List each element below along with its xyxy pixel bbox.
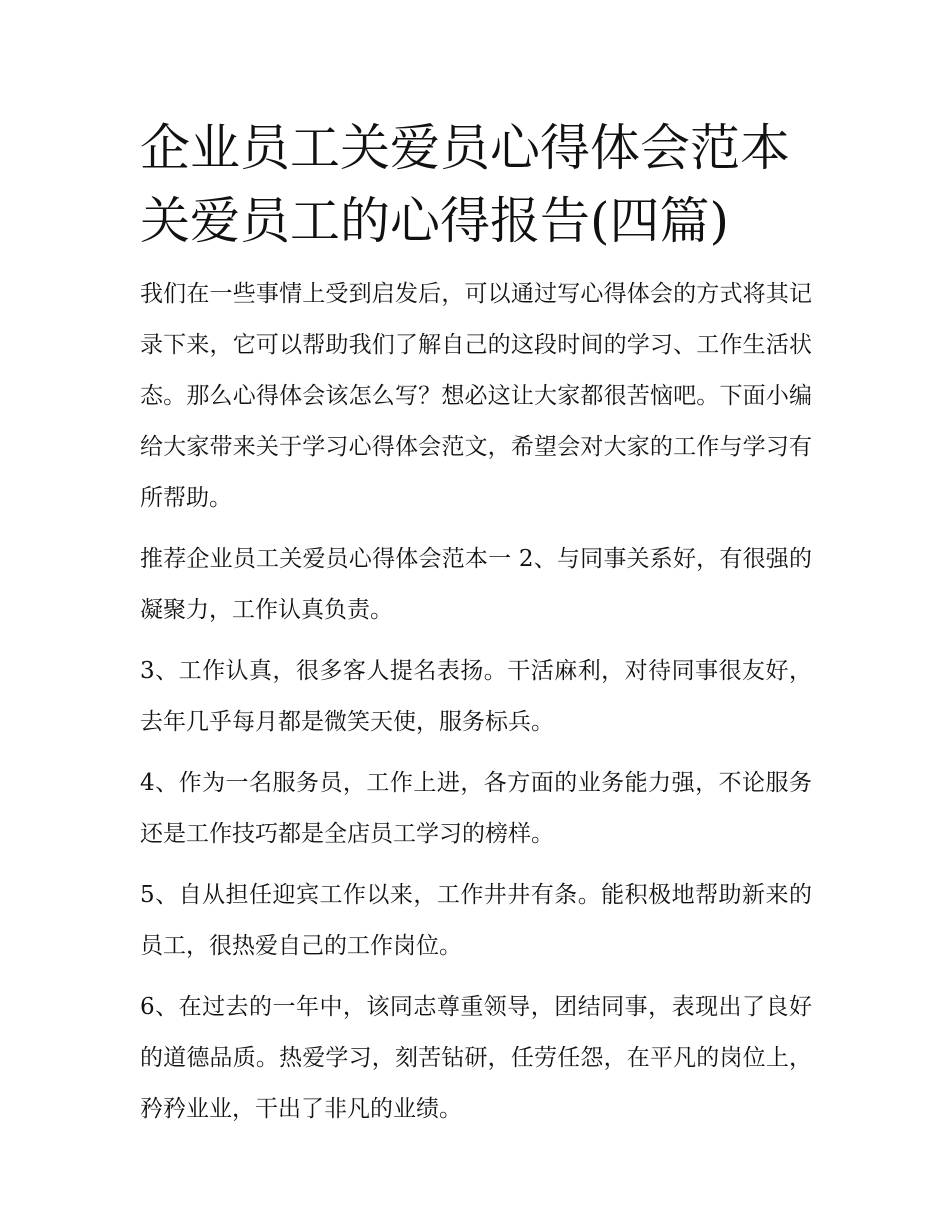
document-page	[140, 112, 812, 1135]
paragraph-item-4: 4、作为一名服务员，工作上进，各方面的业务能力强，不论服务还是工作技巧都是全店员工学习的榜样。	[140, 770, 812, 847]
paragraph-item-2: 推荐企业员工关爱员心得体会范本一 2、与同事关系好，有很强的凝聚力，工作认真负责。	[140, 546, 812, 623]
document-title: 企业员工关爱员心得体会范本关爱员工的心得报告(四篇)	[140, 119, 790, 250]
paragraph-item-5: 5、自从担任迎宾工作以来，工作井井有条。能积极地帮助新来的员工，很热爱自己的工作岗位。	[140, 882, 812, 959]
paragraph-item-6: 6、在过去的一年中，该同志尊重领导，团结同事，表现出了良好的道德品质。热爱学习，刻苦钻研，任劳任怨，在平凡的岗位上，矜矜业业，干出了非凡的业绩。	[140, 994, 812, 1122]
paragraph-intro: 我们在一些事情上受到启发后，可以通过写心得体会的方式将其记录下来，它可以帮助我们了解自己的这段时间的学习、工作生活状态。那么心得体会该怎么写？想必这让大家都很苦恼吧。下面小编给大家带来关于学习心得体会范文，希望会对大家的工作与学习有所帮助。	[140, 281, 812, 511]
paragraph-item-3: 3、工作认真，很多客人提名表扬。干活麻利，对待同事很友好，去年几乎每月都是微笑天使，服务标兵。	[140, 658, 812, 735]
